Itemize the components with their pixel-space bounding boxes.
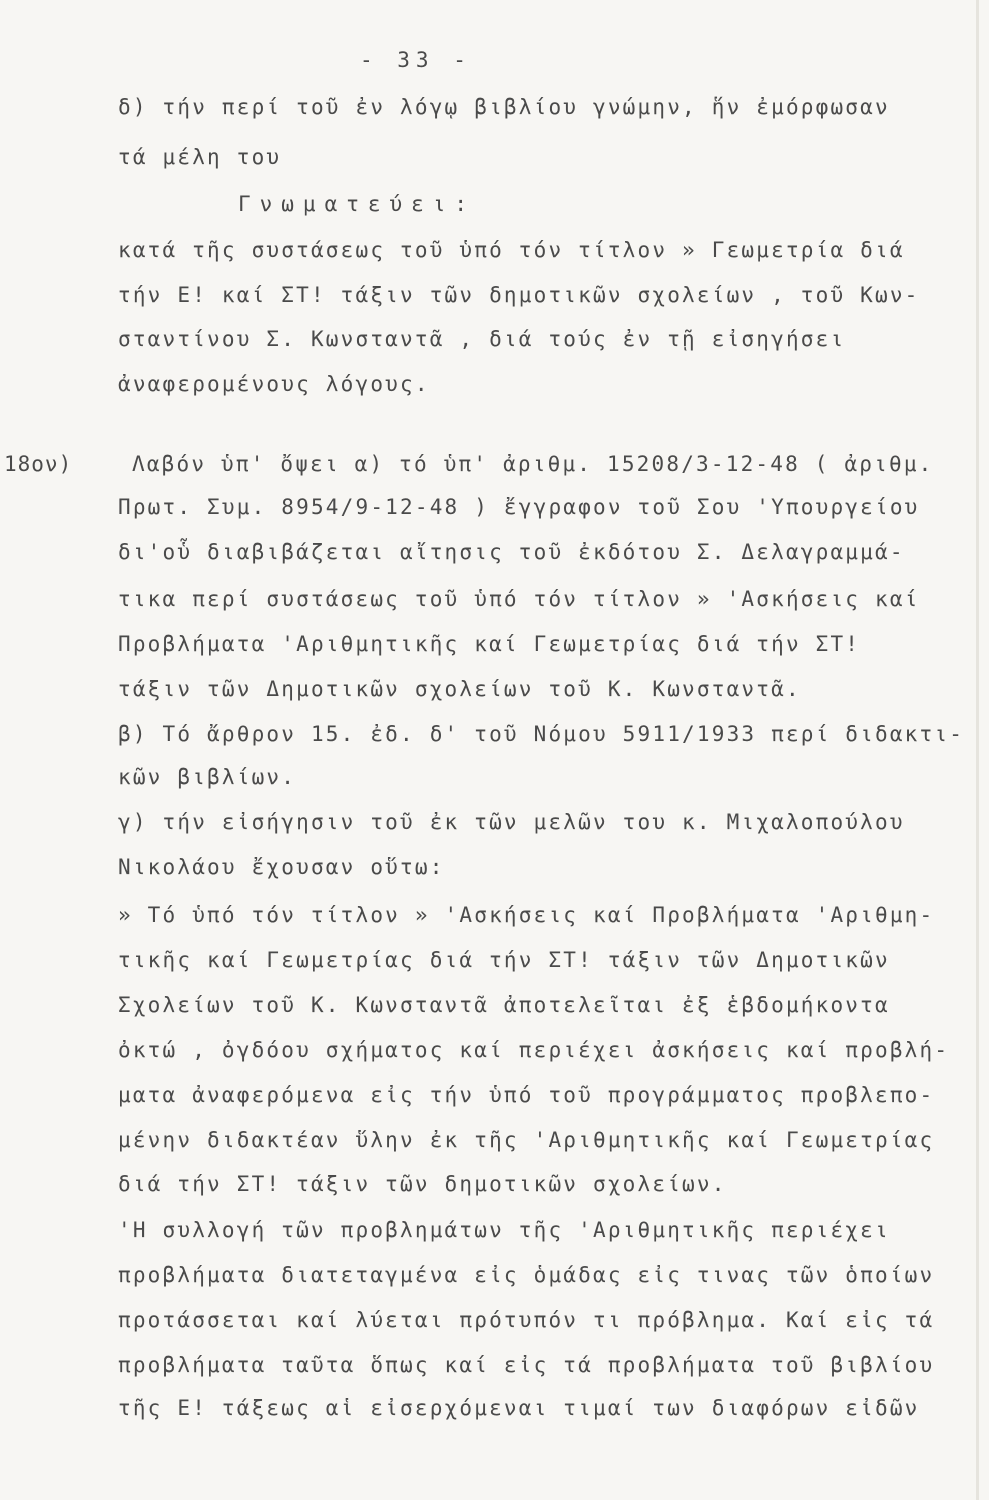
- text-line: Πρωτ. Συμ. 8954/9-12-48 ) ἔγγραφον τοῦ Σου 'Υπουργείου: [118, 495, 920, 519]
- text-line: » Τό ὑπό τόν τίτλον » 'Ασκήσεις καί Προβλήματα 'Αριθμη-: [118, 903, 935, 927]
- text-line: Σχολείων τοῦ Κ. Κωνσταντᾶ ἀποτελεῖται ἐξ ἑβδομήκοντα: [118, 993, 890, 1017]
- text-line: τικῆς καί Γεωμετρίας διά τήν ΣΤ! τάξιν τῶν Δημοτικῶν: [118, 948, 890, 972]
- page-number: - 33 -: [360, 48, 472, 72]
- text-line: Προβλήματα 'Αριθμητικῆς καί Γεωμετρίας διά τήν ΣΤ!: [118, 632, 861, 656]
- text-line: δ) τήν περί τοῦ ἐν λόγῳ βιβλίου γνώμην, ἥν ἐμόρφωσαν: [118, 95, 890, 119]
- text-line: κῶν βιβλίων.: [118, 765, 297, 789]
- text-line: δι'οὗ διαβιβάζεται αἴτησις τοῦ ἐκδότου Σ. Δελαγραμμά-: [118, 540, 905, 564]
- text-line: ματα ἀναφερόμενα εἰς τήν ὑπό τοῦ προγράμματος προβλεπο-: [118, 1083, 935, 1107]
- text-line: τῆς Ε! τάξεως αἱ εἰσερχόμεναι τιμαί των διαφόρων εἰδῶν: [118, 1396, 920, 1420]
- text-line: μένην διδακτέαν ὕλην ἐκ τῆς 'Αριθμητικῆς καί Γεωμετρίας: [118, 1128, 935, 1152]
- page-edge-shadow: [976, 0, 979, 1500]
- text-line: τά μέλη του: [118, 145, 282, 169]
- text-line: προβλήματα διατεταγμένα εἰς ὁμάδας εἰς τινας τῶν ὁποίων: [118, 1263, 935, 1287]
- text-line: τικα περί συστάσεως τοῦ ὑπό τόν τίτλον » 'Ασκήσεις καί: [118, 587, 920, 611]
- text-line: κατά τῆς συστάσεως τοῦ ὑπό τόν τίτλον » Γεωμετρία διά: [118, 238, 905, 262]
- text-line: ὀκτώ , ὀγδόου σχήματος καί περιέχει ἀσκήσεις καί προβλή-: [118, 1038, 950, 1062]
- text-line: τάξιν τῶν Δημοτικῶν σχολείων τοῦ Κ. Κωνσταντᾶ.: [118, 677, 801, 701]
- text-line: γ) τήν εἰσήγησιν τοῦ ἐκ τῶν μελῶν του κ. Μιχαλοπούλου: [118, 810, 905, 834]
- text-line: προβλήματα ταῦτα ὅπως καί εἰς τά προβλήματα τοῦ βιβλίου: [118, 1353, 935, 1377]
- margin-item-number: 18ον): [4, 452, 73, 476]
- text-line: 'Η συλλογή τῶν προβλημάτων τῆς 'Αριθμητικῆς περιέχει: [118, 1218, 890, 1242]
- text-line: ἀναφερομένους λόγους.: [118, 372, 430, 396]
- text-line: τήν Ε! καί ΣΤ! τάξιν τῶν δημοτικῶν σχολείων , τοῦ Κων-: [118, 283, 920, 307]
- text-line: Νικολάου ἔχουσαν οὕτω:: [118, 855, 445, 879]
- text-line: Λαβόν ὑπ' ὄψει α) τό ὑπ' ἀριθμ. 15208/3-12-48 ( ἀριθμ.: [132, 452, 934, 476]
- text-line: σταντίνου Σ. Κωνσταντᾶ , διά τούς ἐν τῇ εἰσηγήσει: [118, 327, 846, 351]
- text-line: β) Τό ἄρθρον 15. ἐδ. δ' τοῦ Νόμου 5911/1933 περί διδακτι-: [118, 722, 965, 746]
- section-heading: Γνωματεύει:: [238, 192, 477, 216]
- text-line: προτάσσεται καί λύεται πρότυπόν τι πρόβλημα. Καί εἰς τά: [118, 1308, 935, 1332]
- text-line: διά τήν ΣΤ! τάξιν τῶν δημοτικῶν σχολείων.: [118, 1172, 727, 1196]
